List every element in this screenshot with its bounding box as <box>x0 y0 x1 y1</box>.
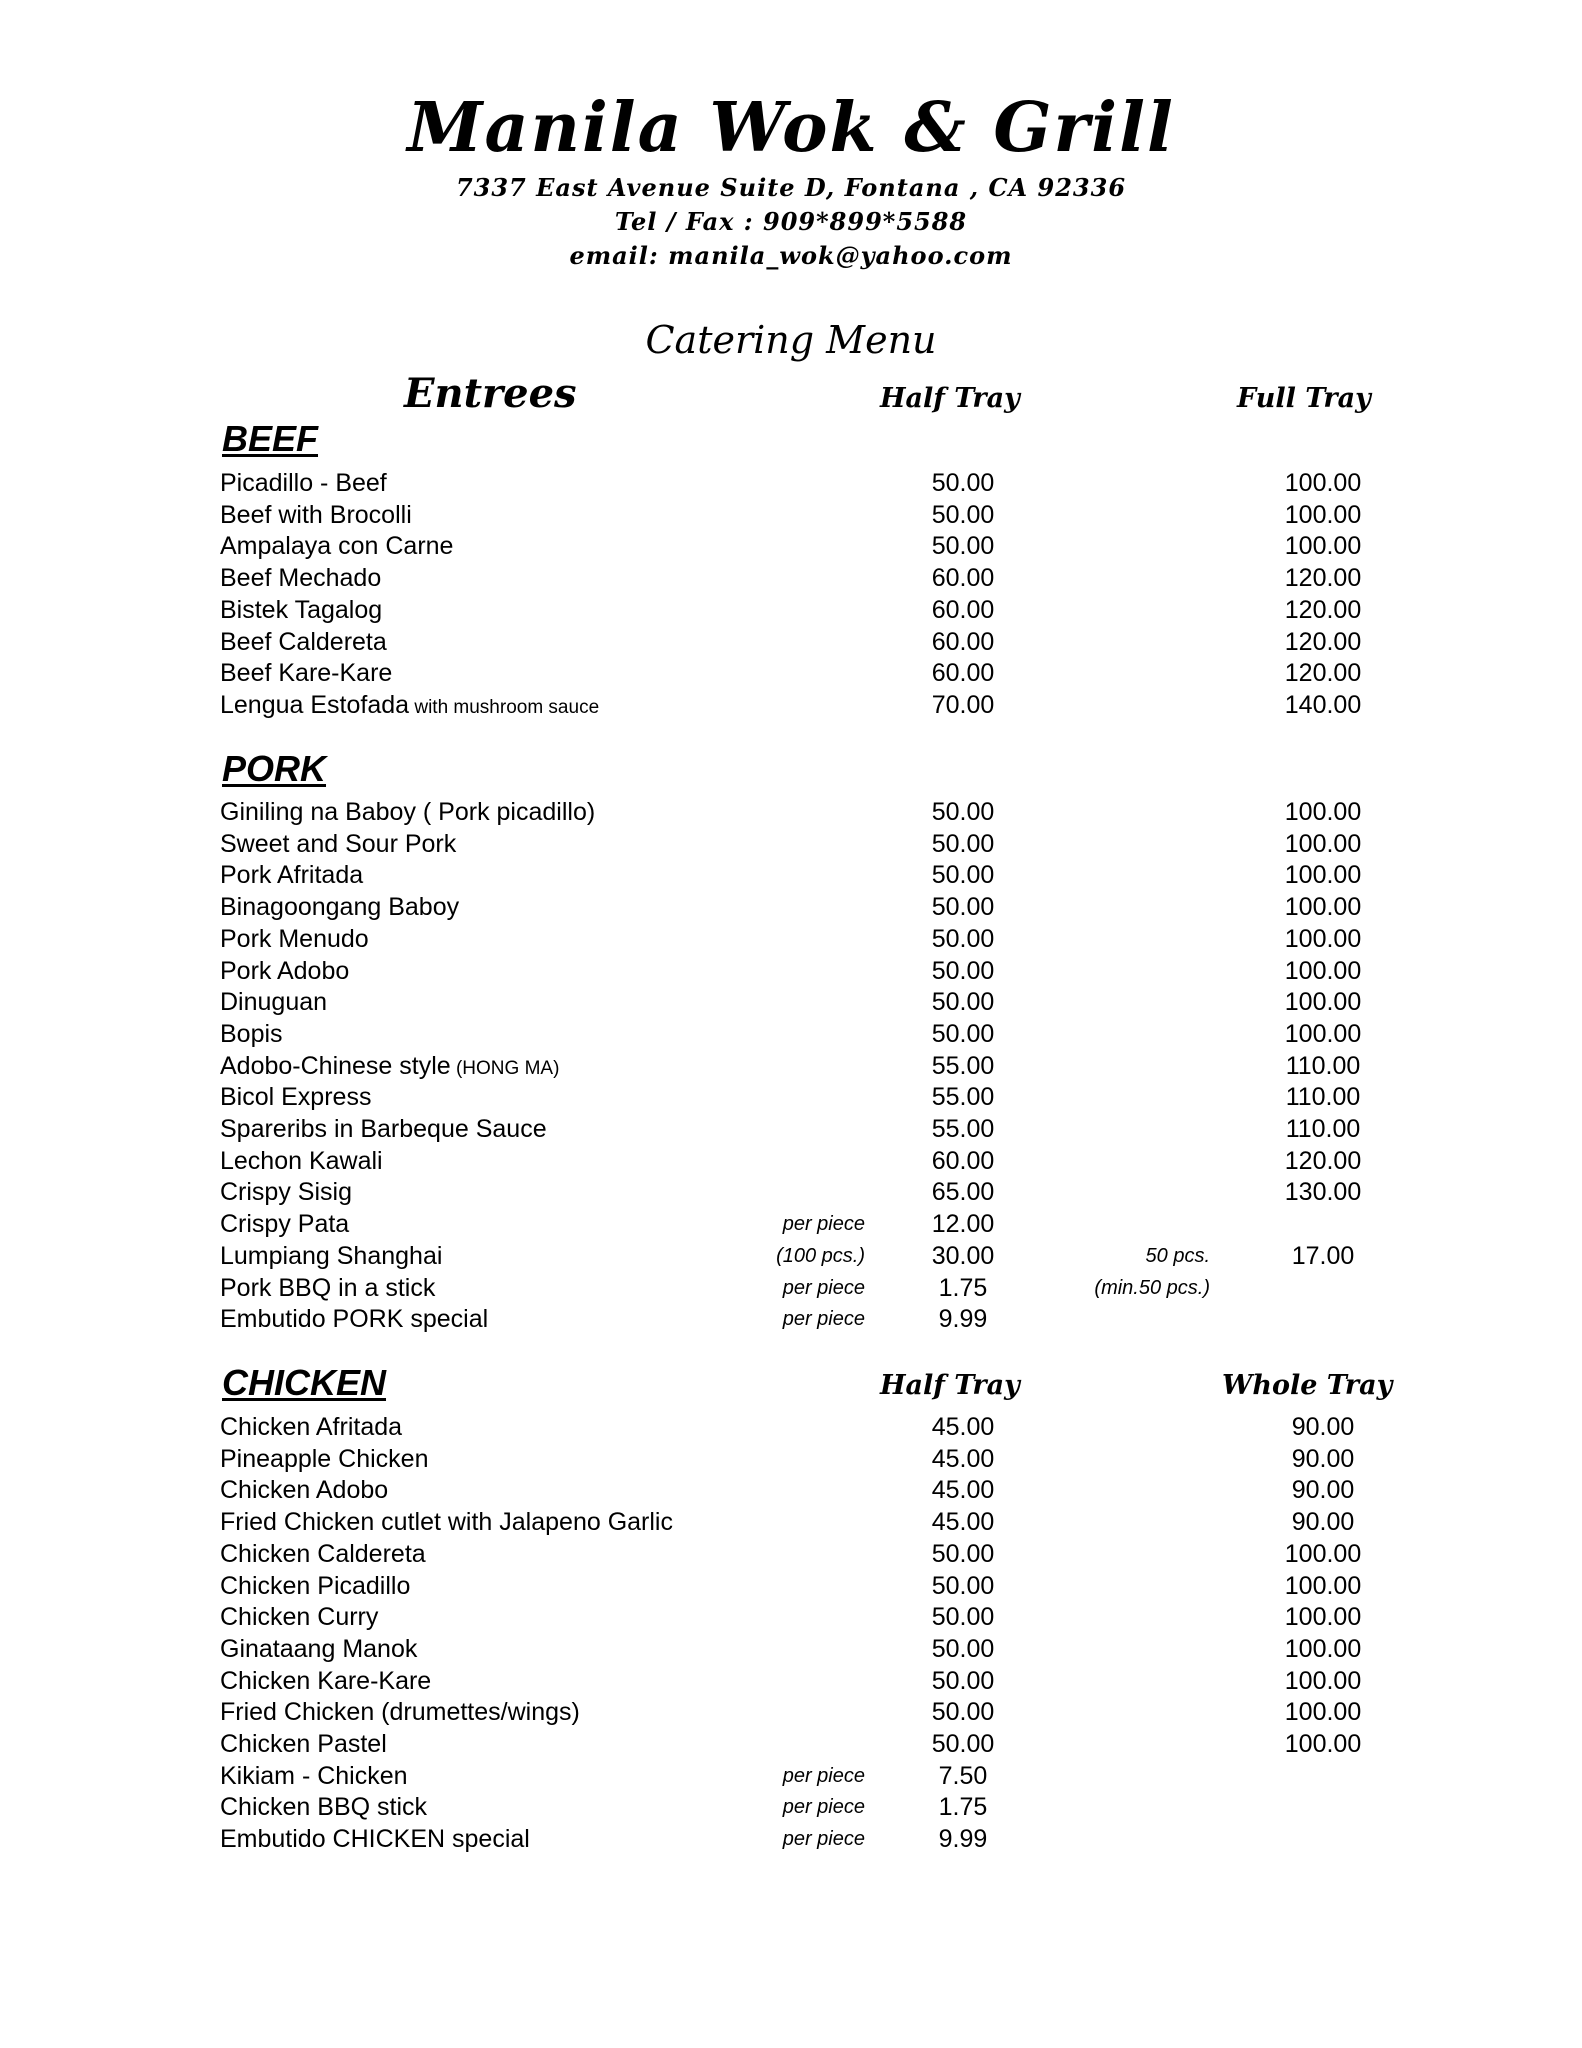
item-half-tray-price: 9.99 <box>938 1825 988 1854</box>
item-name <box>220 1145 383 1180</box>
item-half-tray-price: 60.00 <box>931 1146 995 1175</box>
chicken-half-tray-heading: Half Tray <box>880 1370 1020 1401</box>
item-name-text: Pork Adobo <box>220 956 350 985</box>
item-half-tray-price: 55.00 <box>931 1051 995 1080</box>
item-name <box>220 626 387 661</box>
item-name <box>220 986 327 1021</box>
item-half-tray-price: 1.75 <box>938 1793 988 1822</box>
item-name-text: Dinuguan <box>220 988 328 1017</box>
item-full-tray-price: 100.00 <box>1284 1730 1362 1758</box>
item-name <box>220 1411 402 1446</box>
item-name <box>220 689 599 724</box>
entrees-heading: Entrees <box>404 370 577 417</box>
item-half-tray-price: 60.00 <box>931 659 995 688</box>
item-half-tray-price: 50.00 <box>931 893 995 922</box>
item-unit-note: per piece <box>782 1308 865 1331</box>
item-name-text: Pork BBQ in a stick <box>220 1273 436 1302</box>
menu-item-row <box>0 530 1582 562</box>
item-half-tray-price: 50.00 <box>931 500 995 529</box>
item-name <box>220 1570 410 1605</box>
item-half-tray-price: 50.00 <box>931 1666 995 1695</box>
item-name <box>220 1272 435 1307</box>
menu-item-row <box>0 1411 1582 1443</box>
item-name-text: Embutido PORK special <box>220 1305 489 1334</box>
item-name-text: Binagoongang Baboy <box>220 893 460 922</box>
item-full-tray-price: 17.00 <box>1291 1241 1355 1270</box>
item-full-tray-price: 90.00 <box>1291 1413 1355 1441</box>
item-full-tray-price: 100.00 <box>1284 1539 1362 1568</box>
menu-item-row <box>0 1791 1582 1823</box>
item-name-text: Chicken Pastel <box>220 1730 387 1758</box>
item-half-tray-price: 45.00 <box>931 1413 995 1441</box>
item-name <box>220 1760 408 1795</box>
item-name <box>220 1474 388 1509</box>
item-half-tray-price: 12.00 <box>931 1210 995 1239</box>
section-title-pork: PORK <box>222 748 327 789</box>
menu-item-row <box>0 1240 1582 1272</box>
item-name <box>220 1601 378 1636</box>
item-name-note: with mushroom sauce <box>409 696 600 718</box>
restaurant-phone: Tel / Fax : 909*899*5588 <box>614 207 968 236</box>
item-name-text: Ginataang Manok <box>220 1634 418 1663</box>
item-full-tray-price: 100.00 <box>1284 1603 1362 1632</box>
menu-item-row <box>0 467 1582 499</box>
item-name-text: Picadillo - Beef <box>220 469 387 497</box>
menu-item-row <box>0 1081 1582 1113</box>
menu-item-row <box>0 1728 1582 1760</box>
item-half-tray-price: 45.00 <box>931 1476 995 1505</box>
item-full-tray-price: 90.00 <box>1291 1508 1355 1537</box>
menu-item-row <box>0 1113 1582 1145</box>
item-full-tray-price: 100.00 <box>1284 1634 1362 1663</box>
item-name-text: Chicken Kare-Kare <box>220 1666 432 1695</box>
item-name <box>220 657 392 692</box>
whole-tray-heading: Whole Tray <box>1222 1370 1393 1401</box>
item-half-tray-price: 65.00 <box>931 1178 995 1207</box>
item-full-tray-price: 100.00 <box>1284 861 1362 890</box>
item-name-text: Spareribs in Barbeque Sauce <box>220 1115 547 1143</box>
menu-item-row <box>0 796 1582 828</box>
item-name <box>220 1018 283 1053</box>
menu-item-row <box>0 594 1582 626</box>
item-name <box>220 891 459 926</box>
item-name-text: Ampalaya con Carne <box>220 532 454 561</box>
item-unit-note: per piece <box>782 1213 865 1236</box>
menu-item-row <box>0 1538 1582 1570</box>
menu-item-row <box>0 626 1582 658</box>
item-half-tray-price: 50.00 <box>931 1698 995 1727</box>
item-name <box>220 1176 352 1211</box>
menu-item-row <box>0 562 1582 594</box>
item-full-tray-price: 90.00 <box>1291 1476 1355 1505</box>
menu-item-row <box>0 499 1582 531</box>
menu-item-row <box>0 923 1582 955</box>
item-full-tray-price: 100.00 <box>1284 798 1362 826</box>
half-tray-heading: Half Tray <box>880 383 1020 414</box>
item-half-tray-price: 50.00 <box>931 1603 995 1632</box>
item-full-tray-note: (min.50 pcs.) <box>1094 1276 1210 1299</box>
item-name <box>220 1696 580 1731</box>
item-name-text: Fried Chicken cutlet with Jalapeno Garlic <box>220 1508 673 1537</box>
menu-title: Catering Menu <box>645 318 937 362</box>
menu-item-row <box>0 859 1582 891</box>
menu-item-row <box>0 1506 1582 1538</box>
item-name-text: Bicol Express <box>220 1083 372 1112</box>
item-name-text: Crispy Sisig <box>220 1178 352 1207</box>
item-name <box>220 859 363 894</box>
item-half-tray-price: 50.00 <box>931 1730 995 1758</box>
item-name-text: Bistek Tagalog <box>220 595 383 624</box>
full-tray-heading: Full Tray <box>1237 383 1371 414</box>
menu-item-row <box>0 1176 1582 1208</box>
menu-item-row <box>0 1633 1582 1665</box>
section-title-beef: BEEF <box>222 418 319 459</box>
item-unit-note: per piece <box>782 1796 865 1819</box>
item-name-text: Chicken Caldereta <box>220 1539 426 1568</box>
item-name-text: Chicken Curry <box>220 1603 379 1632</box>
item-full-tray-note: 50 pcs. <box>1145 1244 1210 1267</box>
item-half-tray-price: 50.00 <box>931 956 995 985</box>
item-name <box>220 530 453 565</box>
menu-item-row <box>0 1760 1582 1792</box>
item-half-tray-price: 1.75 <box>938 1273 988 1302</box>
item-name-text: Chicken Picadillo <box>220 1571 411 1600</box>
item-name <box>220 1050 559 1085</box>
item-half-tray-price: 55.00 <box>931 1083 995 1112</box>
item-name <box>220 796 595 831</box>
item-full-tray-price: 100.00 <box>1284 829 1362 858</box>
item-name-text: Chicken Adobo <box>220 1476 389 1505</box>
item-half-tray-price: 60.00 <box>931 595 995 624</box>
item-name <box>220 923 369 958</box>
item-full-tray-price: 100.00 <box>1284 1666 1362 1695</box>
item-name <box>220 594 382 629</box>
item-name <box>220 1823 530 1858</box>
item-unit-note: per piece <box>782 1276 865 1299</box>
item-full-tray-price: 100.00 <box>1284 1571 1362 1600</box>
item-name-text: Sweet and Sour Pork <box>220 829 457 858</box>
item-name-text: Lengua Estofada <box>220 690 410 719</box>
restaurant-email: email: manila_wok@yahoo.com <box>569 241 1013 270</box>
menu-item-row <box>0 1570 1582 1602</box>
item-name-text: Adobo-Chinese style <box>220 1051 451 1080</box>
item-half-tray-price: 50.00 <box>931 861 995 890</box>
item-name <box>220 1240 442 1275</box>
item-full-tray-price: 120.00 <box>1284 659 1362 688</box>
item-name-text: Chicken BBQ stick <box>220 1793 428 1822</box>
item-full-tray-price: 100.00 <box>1284 956 1362 985</box>
item-name <box>220 1665 431 1700</box>
item-name <box>220 1506 673 1541</box>
item-name-text: Embutido CHICKEN special <box>220 1825 530 1854</box>
item-name-note: (HONG MA) <box>450 1057 560 1079</box>
item-name-text: Fried Chicken (drumettes/wings) <box>220 1698 580 1727</box>
item-full-tray-price: 100.00 <box>1284 924 1362 953</box>
item-name <box>220 499 412 534</box>
item-unit-note: (100 pcs.) <box>776 1244 865 1267</box>
item-name <box>220 828 456 863</box>
item-unit-note: per piece <box>782 1764 865 1787</box>
item-name <box>220 1538 426 1573</box>
item-full-tray-price: 130.00 <box>1284 1178 1362 1207</box>
menu-item-row <box>0 1601 1582 1633</box>
item-name-text: Lechon Kawali <box>220 1146 383 1175</box>
menu-item-row <box>0 1665 1582 1697</box>
item-full-tray-price: 120.00 <box>1284 1146 1362 1175</box>
item-full-tray-price: 140.00 <box>1284 690 1362 719</box>
restaurant-address: 7337 East Avenue Suite D, Fontana , CA 92336 <box>455 173 1127 202</box>
menu-item-row <box>0 1696 1582 1728</box>
item-name-text: Beef Caldereta <box>220 627 387 656</box>
item-full-tray-price: 110.00 <box>1285 1051 1361 1080</box>
item-name-text: Chicken Afritada <box>220 1413 403 1441</box>
item-half-tray-price: 50.00 <box>931 988 995 1017</box>
item-half-tray-price: 55.00 <box>931 1115 995 1143</box>
item-name-text: Beef with Brocolli <box>220 500 412 529</box>
item-name <box>220 1081 371 1116</box>
item-half-tray-price: 30.00 <box>931 1241 995 1270</box>
item-half-tray-price: 50.00 <box>931 924 995 953</box>
item-name <box>220 1208 349 1243</box>
item-half-tray-price: 50.00 <box>931 829 995 858</box>
item-full-tray-price: 110.00 <box>1285 1083 1361 1112</box>
section-title-chicken: CHICKEN <box>222 1362 387 1403</box>
menu-item-row <box>0 657 1582 689</box>
item-half-tray-price: 50.00 <box>931 532 995 561</box>
menu-item-row <box>0 1208 1582 1240</box>
item-name <box>220 1633 417 1668</box>
item-unit-note: per piece <box>782 1828 865 1851</box>
item-name-text: Lumpiang Shanghai <box>220 1241 443 1270</box>
item-name-text: Kikiam - Chicken <box>220 1761 408 1790</box>
item-name-text: Pork Menudo <box>220 924 369 953</box>
item-name <box>220 955 349 990</box>
menu-item-row <box>0 1443 1582 1475</box>
item-name <box>220 467 387 502</box>
item-half-tray-price: 50.00 <box>931 1019 995 1048</box>
item-full-tray-price: 100.00 <box>1284 500 1362 529</box>
item-name <box>220 1728 387 1763</box>
item-half-tray-price: 50.00 <box>931 1634 995 1663</box>
item-full-tray-price: 100.00 <box>1284 988 1362 1017</box>
item-half-tray-price: 9.99 <box>938 1305 988 1334</box>
item-full-tray-price: 100.00 <box>1284 532 1362 561</box>
menu-item-row <box>0 689 1582 721</box>
item-name-text: Bopis <box>220 1019 283 1048</box>
item-full-tray-price: 100.00 <box>1284 1019 1362 1048</box>
menu-item-row <box>0 1272 1582 1304</box>
item-name-text: Giniling na Baboy ( Pork picadillo) <box>220 798 596 826</box>
item-name <box>220 1303 488 1338</box>
item-half-tray-price: 60.00 <box>931 564 995 593</box>
item-full-tray-price: 110.00 <box>1285 1115 1361 1143</box>
item-half-tray-price: 70.00 <box>931 690 995 719</box>
restaurant-title: Manila Wok & Grill <box>407 88 1175 168</box>
item-full-tray-price: 120.00 <box>1284 595 1362 624</box>
item-full-tray-price: 90.00 <box>1291 1444 1355 1473</box>
menu-item-row <box>0 1145 1582 1177</box>
item-full-tray-price: 120.00 <box>1284 564 1362 593</box>
menu-item-row <box>0 1050 1582 1082</box>
item-half-tray-price: 7.50 <box>938 1761 988 1790</box>
item-half-tray-price: 50.00 <box>931 1571 995 1600</box>
menu-item-row <box>0 828 1582 860</box>
menu-item-row <box>0 1018 1582 1050</box>
menu-item-row <box>0 1823 1582 1855</box>
item-half-tray-price: 45.00 <box>931 1508 995 1537</box>
menu-item-row <box>0 1474 1582 1506</box>
item-half-tray-price: 50.00 <box>931 798 995 826</box>
item-name <box>220 1113 547 1148</box>
item-name <box>220 1791 427 1826</box>
menu-item-row <box>0 955 1582 987</box>
menu-item-row <box>0 986 1582 1018</box>
item-name <box>220 1443 428 1478</box>
item-half-tray-price: 50.00 <box>931 469 995 497</box>
item-half-tray-price: 45.00 <box>931 1444 995 1473</box>
item-half-tray-price: 60.00 <box>931 627 995 656</box>
item-full-tray-price: 100.00 <box>1284 469 1362 497</box>
item-name-text: Crispy Pata <box>220 1210 350 1239</box>
item-name-text: Pineapple Chicken <box>220 1444 429 1473</box>
item-full-tray-price: 100.00 <box>1284 1698 1362 1727</box>
item-name-text: Pork Afritada <box>220 861 364 890</box>
item-name-text: Beef Kare-Kare <box>220 659 393 688</box>
menu-item-row <box>0 1303 1582 1335</box>
menu-item-row <box>0 891 1582 923</box>
item-half-tray-price: 50.00 <box>931 1539 995 1568</box>
item-full-tray-price: 100.00 <box>1284 893 1362 922</box>
item-name <box>220 562 381 597</box>
item-name-text: Beef Mechado <box>220 564 382 593</box>
item-full-tray-price: 120.00 <box>1284 627 1362 656</box>
